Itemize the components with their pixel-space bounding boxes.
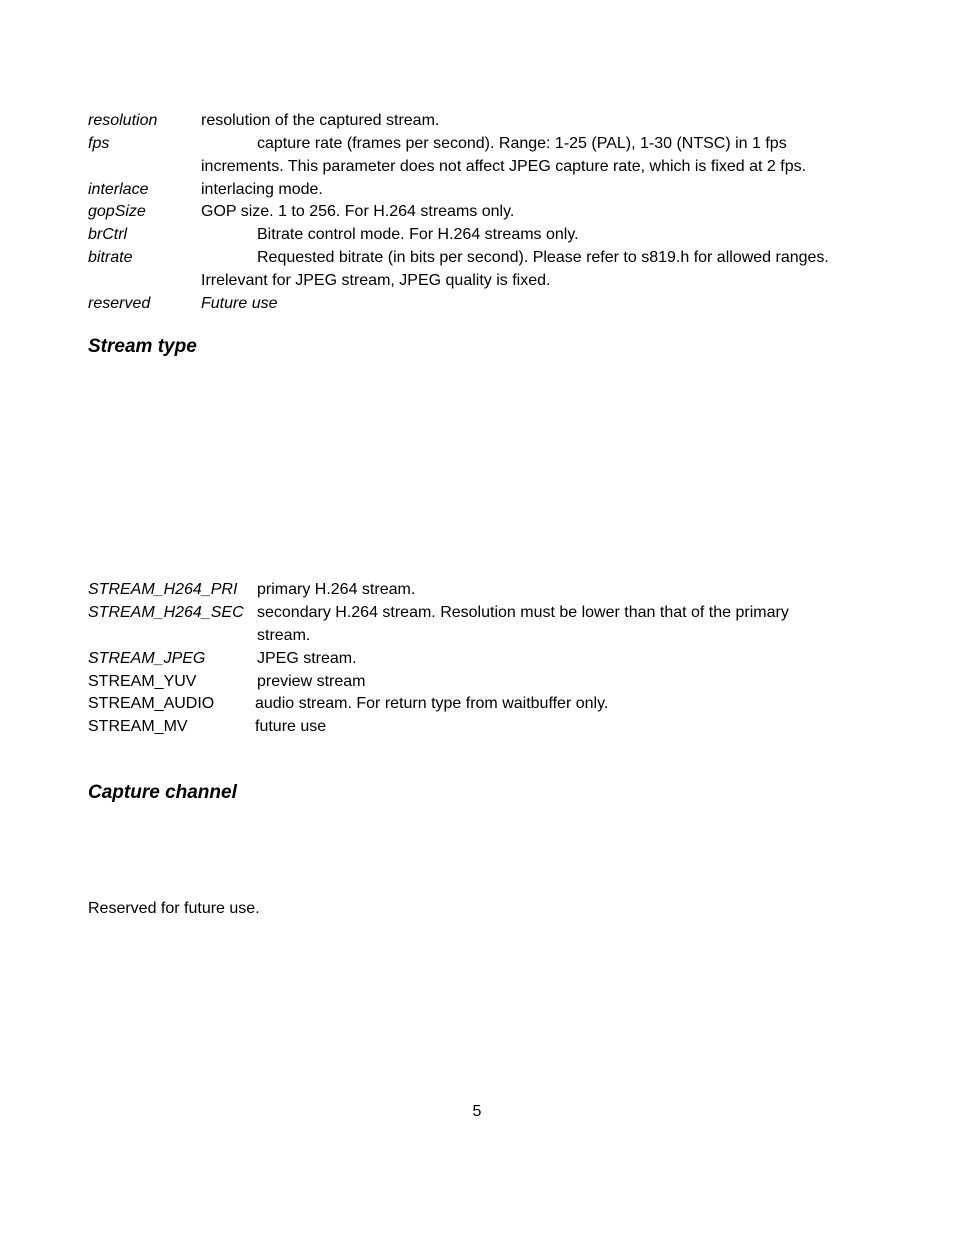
param-desc-gopsize: GOP size. 1 to 256. For H.264 streams only. [201, 203, 515, 220]
stream-desc-mv: future use [255, 718, 327, 735]
param-desc-reserved: Future use [201, 295, 278, 312]
param-desc-fps: capture rate (frames per second). Range: 1-25 (PAL), 1-30 (NTSC) in 1 fps [257, 135, 787, 152]
stream-desc-h264-sec: secondary H.264 stream. Resolution must be lower than that of the primary [257, 604, 789, 621]
param-term-interlace: interlace [88, 181, 149, 198]
param-desc-brctrl: Bitrate control mode. For H.264 streams only. [257, 226, 579, 243]
param-term-bitrate: bitrate [88, 249, 133, 266]
capture-channel-heading: Capture channel [88, 782, 237, 803]
stream-name-audio: STREAM_AUDIO [88, 695, 215, 712]
param-desc-fps-cont: increments. This parameter does not affect JPEG capture rate, which is fixed at 2 fps. [201, 158, 807, 175]
stream-name-yuv: STREAM_YUV [88, 673, 197, 690]
param-desc-bitrate-cont: Irrelevant for JPEG stream, JPEG quality is fixed. [201, 272, 551, 289]
param-desc-bitrate: Requested bitrate (in bits per second). Please refer to s819.h for allowed ranges. [257, 249, 829, 266]
stream-desc-h264-sec-cont: stream. [257, 627, 311, 644]
stream-desc-h264-pri: primary H.264 stream. [257, 581, 416, 598]
param-desc-interlace: interlacing mode. [201, 181, 323, 198]
param-term-brctrl: brCtrl [88, 226, 128, 243]
param-term-fps: fps [88, 135, 110, 152]
param-term-gopsize: gopSize [88, 203, 146, 220]
stream-desc-yuv: preview stream [257, 673, 366, 690]
stream-name-h264-sec: STREAM_H264_SEC [88, 604, 244, 621]
stream-desc-jpeg: JPEG stream. [257, 650, 357, 667]
capture-channel-text: Reserved for future use. [88, 900, 260, 917]
stream-type-heading: Stream type [88, 336, 197, 357]
param-term-resolution: resolution [88, 112, 158, 129]
page-number: 5 [472, 1103, 482, 1120]
param-desc-resolution: resolution of the captured stream. [201, 112, 440, 129]
stream-desc-audio: audio stream. For return type from waitbuffer only. [255, 695, 609, 712]
stream-name-h264-pri: STREAM_H264_PRI [88, 581, 238, 598]
stream-name-mv: STREAM_MV [88, 718, 188, 735]
stream-name-jpeg: STREAM_JPEG [88, 650, 206, 667]
param-term-reserved: reserved [88, 295, 151, 312]
